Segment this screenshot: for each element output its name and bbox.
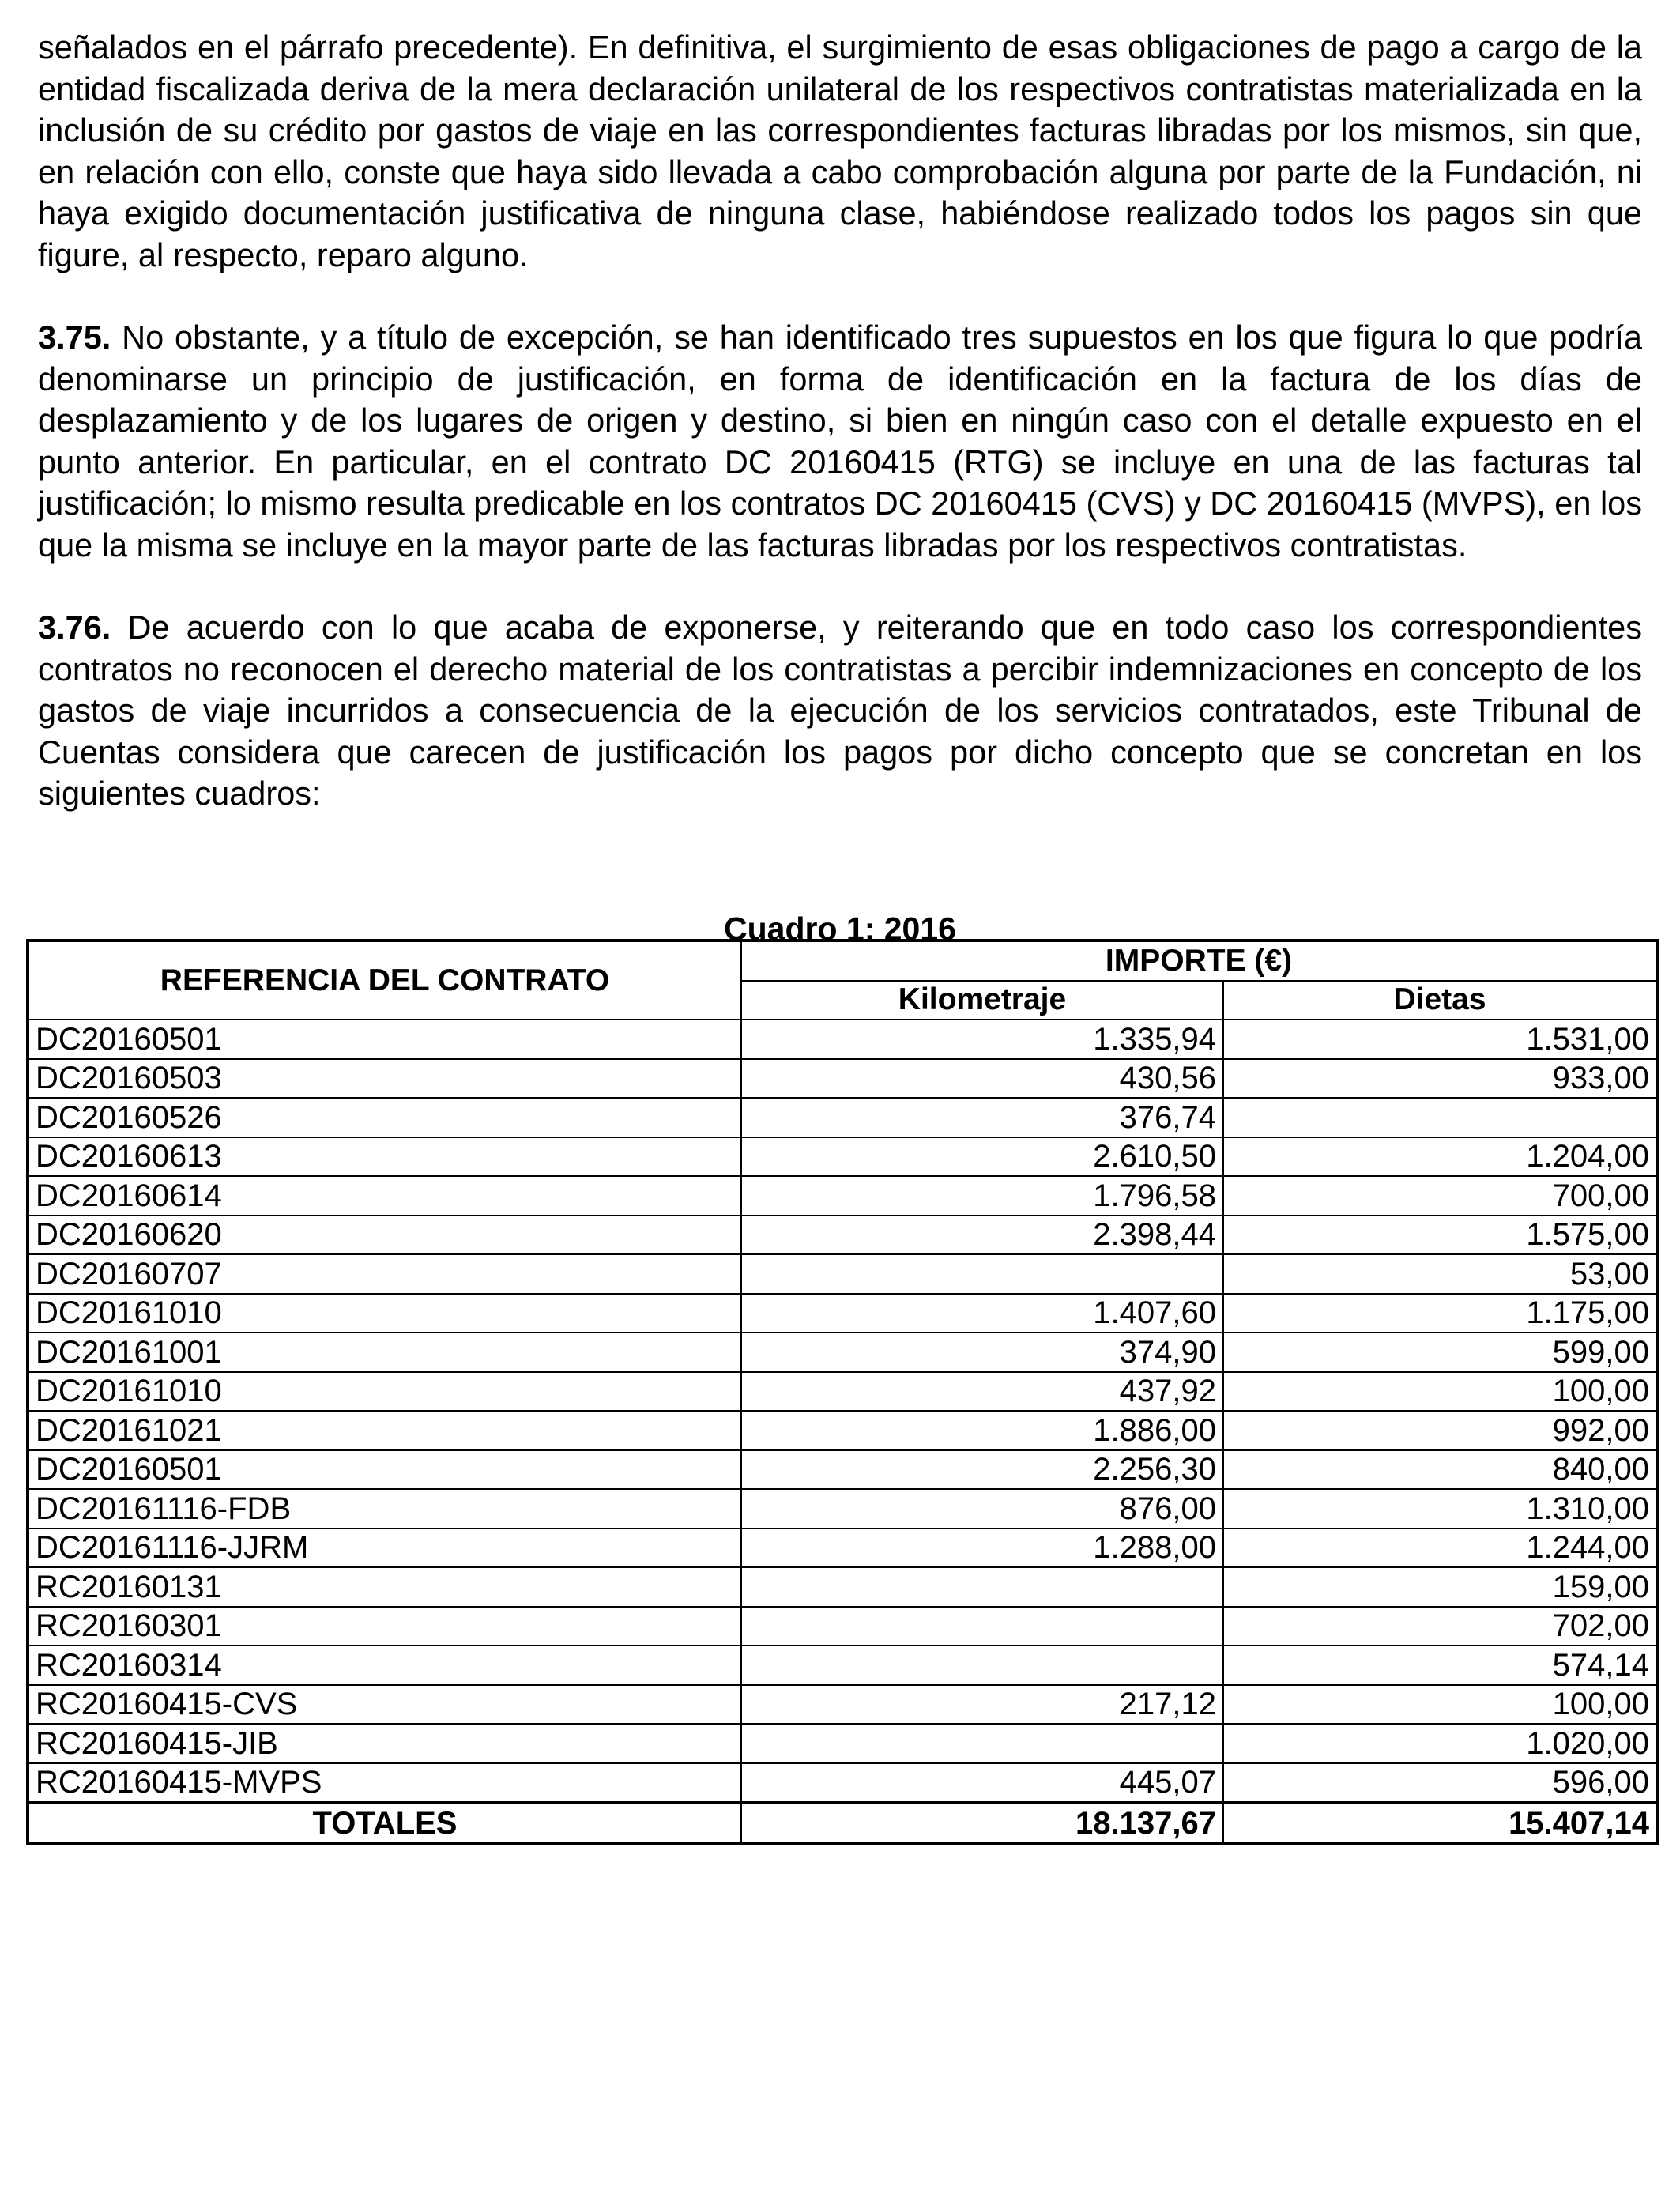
diets-amount: 992,00 — [1223, 1411, 1657, 1450]
table-row — [28, 1098, 1657, 1137]
totals-diets: 15.407,14 — [1223, 1803, 1657, 1844]
diets-amount: 574,14 — [1223, 1646, 1657, 1685]
document-page — [38, 27, 1642, 947]
diets-amount: 159,00 — [1223, 1567, 1657, 1607]
mileage-amount — [741, 1567, 1223, 1607]
table-row — [28, 1489, 1657, 1529]
diets-amount: 1.175,00 — [1223, 1294, 1657, 1333]
totals-km: 18.137,67 — [741, 1803, 1223, 1844]
contract-reference: RC20160415-MVPS — [28, 1763, 741, 1804]
contract-reference: DC20160501 — [28, 1450, 741, 1490]
table-row — [28, 1450, 1657, 1490]
table-row — [28, 1059, 1657, 1099]
table-title: Cuadro 1: 2016 — [724, 910, 956, 947]
mileage-amount: 2.610,50 — [741, 1137, 1223, 1177]
paragraph-text: señalados en el párrafo precedente). En definitiva, el surgimiento de esas obligaciones de pago a cargo de la entidad fiscalizada deriva de la mera declaración unilateral de los respectivos contratistas materializada en la inclusión de su crédito por gastos de viaje en las correspondientes facturas libradas por los mismos, sin que, en relación con ello, conste que haya sido llevada a cabo comprobación alguna por parte de la Fundación, ni haya exigido documentación justificativa de ninguna clase, habiéndose realizado todos los pagos sin que figure, al respecto, reparo alguno. — [38, 28, 1642, 273]
diets-amount: 599,00 — [1223, 1333, 1657, 1372]
paragraph — [38, 607, 1642, 815]
diets-amount: 1.204,00 — [1223, 1137, 1657, 1177]
paragraph-text: No obstante, y a título de excepción, se han identificado tres supuestos en los que figura lo que podría denominarse un principio de justificación, en forma de identificación en la factura de los días de desplazamiento y de los lugares de origen y destino, si bien en ningún caso con el detalle expuesto en el punto anterior. En particular, en el contrato DC 20160415 (RTG) se incluye en una de las facturas tal justificación; lo mismo resulta predicable en los contratos DC 20160415 (CVS) y DC 20160415 (MVPS), en los que la misma se incluye en la mayor parte de las facturas libradas por los respectivos contratistas. — [38, 319, 1642, 564]
paragraph — [38, 317, 1642, 566]
contract-reference: DC20161116-FDB — [28, 1489, 741, 1529]
totals-label: TOTALES — [28, 1803, 741, 1844]
mileage-amount: 1.335,94 — [741, 1020, 1223, 1059]
contract-reference: DC20160501 — [28, 1020, 741, 1059]
mileage-amount — [741, 1607, 1223, 1646]
table-row — [28, 1529, 1657, 1568]
totals-row — [28, 1803, 1657, 1844]
contract-reference: RC20160415-CVS — [28, 1685, 741, 1725]
mileage-amount — [741, 1254, 1223, 1294]
contract-reference: RC20160131 — [28, 1567, 741, 1607]
table-body — [28, 1020, 1657, 1803]
mileage-amount — [741, 1724, 1223, 1763]
contract-reference: DC20161021 — [28, 1411, 741, 1450]
paragraph-number: 3.75. — [38, 319, 111, 356]
contract-reference: DC20160614 — [28, 1176, 741, 1216]
diets-amount: 1.244,00 — [1223, 1529, 1657, 1568]
mileage-amount: 1.288,00 — [741, 1529, 1223, 1568]
diets-amount: 702,00 — [1223, 1607, 1657, 1646]
diets-amount: 1.310,00 — [1223, 1489, 1657, 1529]
contract-reference: DC20161116-JJRM — [28, 1529, 741, 1568]
contract-reference: RC20160415-JIB — [28, 1724, 741, 1763]
diets-amount: 596,00 — [1223, 1763, 1657, 1804]
mileage-amount: 1.407,60 — [741, 1294, 1223, 1333]
table-row — [28, 1567, 1657, 1607]
contract-reference: DC20160526 — [28, 1098, 741, 1137]
table-row — [28, 1646, 1657, 1685]
mileage-amount: 1.796,58 — [741, 1176, 1223, 1216]
diets-amount — [1223, 1098, 1657, 1137]
mileage-amount: 876,00 — [741, 1489, 1223, 1529]
contract-reference: RC20160314 — [28, 1646, 741, 1685]
mileage-amount: 376,74 — [741, 1098, 1223, 1137]
table-row — [28, 1411, 1657, 1450]
diets-amount: 840,00 — [1223, 1450, 1657, 1490]
table-row — [28, 1020, 1657, 1059]
table-row — [28, 1216, 1657, 1255]
contract-reference: RC20160301 — [28, 1607, 741, 1646]
expense-table — [26, 939, 1659, 1845]
contract-reference: DC20160620 — [28, 1216, 741, 1255]
paragraph-number: 3.76. — [38, 609, 111, 646]
mileage-amount: 1.886,00 — [741, 1411, 1223, 1450]
table-row — [28, 1176, 1657, 1216]
body-text — [38, 27, 1642, 815]
table-row — [28, 1685, 1657, 1725]
diets-amount: 53,00 — [1223, 1254, 1657, 1294]
diets-amount: 1.020,00 — [1223, 1724, 1657, 1763]
table-row — [28, 1137, 1657, 1177]
mileage-amount — [741, 1646, 1223, 1685]
contract-reference: DC20161010 — [28, 1294, 741, 1333]
table-row — [28, 1294, 1657, 1333]
diets-amount: 100,00 — [1223, 1685, 1657, 1725]
mileage-amount: 217,12 — [741, 1685, 1223, 1725]
table-row — [28, 1372, 1657, 1412]
contract-reference: DC20160613 — [28, 1137, 741, 1177]
table-row — [28, 1333, 1657, 1372]
header-km: Kilometraje — [741, 981, 1223, 1020]
paragraph — [38, 27, 1642, 276]
paragraph-text: De acuerdo con lo que acaba de exponerse, y reiterando que en todo caso los correspondientes contratos no reconocen el derecho material de los contratistas a percibir indemnizaciones en concepto de los gastos de viaje incurridos a consecuencia de la ejecución de los servicios contratados, este Tribunal de Cuentas considera que carecen de justificación los pagos por dicho concepto que se concretan en los siguientes cuadros: — [38, 609, 1642, 812]
mileage-amount: 2.256,30 — [741, 1450, 1223, 1490]
diets-amount: 700,00 — [1223, 1176, 1657, 1216]
diets-amount: 1.575,00 — [1223, 1216, 1657, 1255]
table-row — [28, 1763, 1657, 1804]
mileage-amount: 437,92 — [741, 1372, 1223, 1412]
table-row — [28, 1607, 1657, 1646]
header-reference: REFERENCIA DEL CONTRATO — [28, 941, 741, 1020]
table-row — [28, 1254, 1657, 1294]
table-row — [28, 1724, 1657, 1763]
header-amount: IMPORTE (€) — [741, 941, 1657, 981]
contract-reference: DC20160707 — [28, 1254, 741, 1294]
diets-amount: 100,00 — [1223, 1372, 1657, 1412]
contract-reference: DC20161001 — [28, 1333, 741, 1372]
diets-amount: 933,00 — [1223, 1059, 1657, 1099]
mileage-amount: 2.398,44 — [741, 1216, 1223, 1255]
mileage-amount: 430,56 — [741, 1059, 1223, 1099]
contract-reference: DC20160503 — [28, 1059, 741, 1099]
contract-reference: DC20161010 — [28, 1372, 741, 1412]
diets-amount: 1.531,00 — [1223, 1020, 1657, 1059]
mileage-amount: 445,07 — [741, 1763, 1223, 1804]
header-diets: Dietas — [1223, 981, 1657, 1020]
mileage-amount: 374,90 — [741, 1333, 1223, 1372]
